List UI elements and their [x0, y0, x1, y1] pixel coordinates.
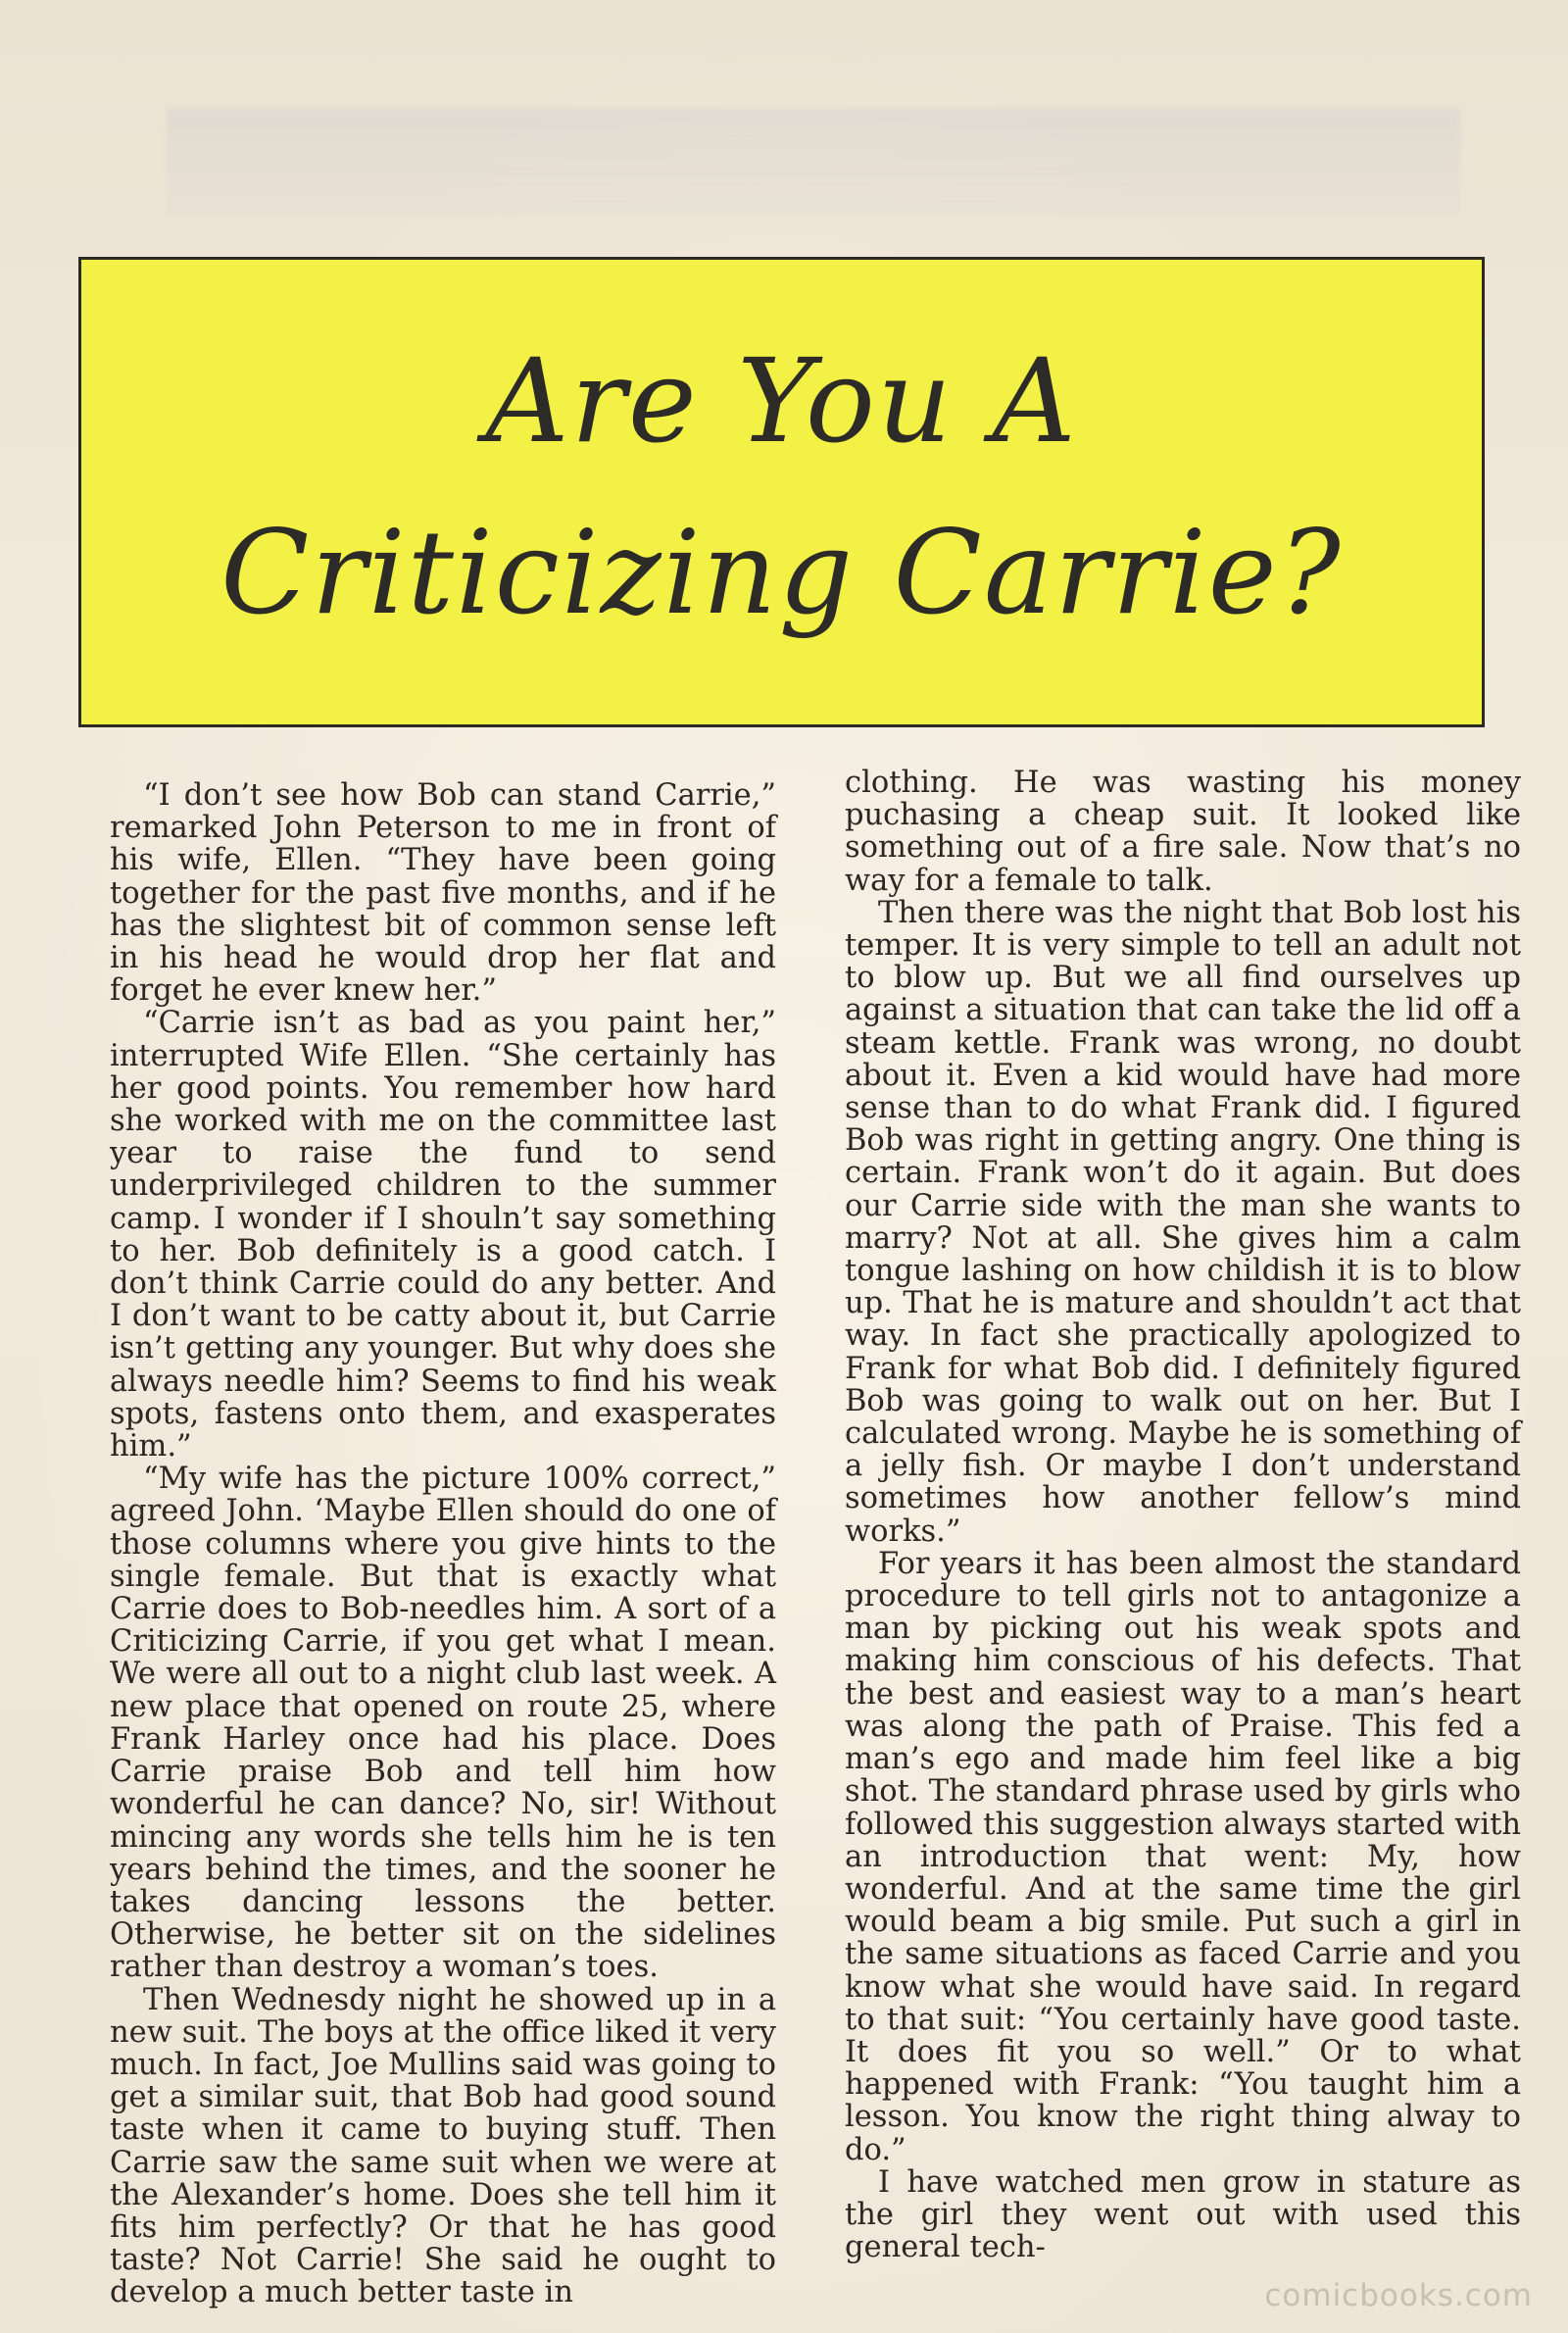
title-line-1: Are You A [485, 333, 1078, 469]
faded-bleedthrough [167, 108, 1460, 216]
paragraph: Then there was the night that Bob lost his temper. It is very simple to tell an adult not to blow up. But we all find ourselves up against a situation that can take the lid off a steam kettle. Frank was wrong, no doubt about it. Even a kid would have had more sense than to do what Frank did. I figured Bob was right in getting angry. One thing is certain. Frank won’t do it again. But does our Carrie side with the man she wants to marry? Not at all. She gives him a calm tongue lashing on how childish it is to blow up. That he is mature and shouldn’t act that way. In fact she practically apologized to Frank for what Bob did. I definitely figured Bob was going to walk out on her. But I calculated wrong. Maybe he is something of a jelly fish. Or maybe I don’t understand sometimes how another fellow’s mind works.” [845, 895, 1521, 1549]
paragraph: “I don’t see how Bob can stand Carrie,” remarked John Peterson to me in front of his wife, Ellen. “They have been going together for the past five months, and if he has the slightest bit of common sense left in his head he would drop her flat and forget he ever knew her.” [110, 778, 776, 1009]
paragraph: I have watched men grow in stature as the girl they went out with used this general tech- [845, 2164, 1521, 2265]
paragraph: clothing. He was wasting his money puchasing a cheap suit. It looked like something out of a fire sale. Now that’s no way for a female to talk. [845, 766, 1521, 898]
title-line-2: Criticizing Carrie? [220, 505, 1343, 640]
right-column [845, 767, 1521, 2263]
paragraph: Then Wednesdy night he showed up in a new suit. The boys at the office liked it very much. In fact, Joe Mullins said was going to get a similar suit, that Bob had good sound taste when it came to buying stuff. Then Carrie saw the same suit when we were at the Alexander’s home. Does she tell him it fits him perfectly? Or that he has good taste? Not Carrie! She said he ought to develop a much better taste in [110, 1982, 776, 2310]
paragraph: “Carrie isn’t as bad as you paint her,” interrupted Wife Ellen. “She certainly has her good points. You remember how hard she worked with me on the committee last year to raise the fund to send underprivileged children to the summer camp. I wonder if I shouln’t say something to her. Bob definitely is a good catch. I don’t think Carrie could do any better. And I don’t want to be catty about it, but Carrie isn’t getting any younger. But why does she always needle him? Seems to find his weak spots, fastens onto them, and exasperates him.” [110, 1006, 776, 1464]
paragraph: For years it has been almost the standard procedure to tell girls not to antagonize a man by picking out his weak spots and making him conscious of his defects. That the best and easiest way to a man’s heart was along the path of Praise. This fed a man’s ego and made him feel like a big shot. The standard phrase used by girls who followed this suggestion always started with an introduction that went: My, how wonderful. And at the same time the girl would beam a big smile. Put such a girl in the same situations as faced Carrie and you know what she would have said. In regard to that suit: “You certainly have good taste. It does fit you so well.” Or to what happened with Frank: “You taught him a lesson. You know the right thing alway to do.” [845, 1546, 1521, 2167]
watermark: comicbooks.com [1264, 2278, 1533, 2313]
title-box [78, 257, 1485, 727]
paragraph: “My wife has the picture 100% correct,” agreed John. ‘Maybe Ellen should do one of those columns where you give hints to the single female. But that is exactly what Carrie does to Bob-needles him. A sort of a Criticizing Carrie, if you get what I mean. We were all out to a night club last week. A new place that opened on route 25, where Frank Harley once had his place. Does Carrie praise Bob and tell him how wonderful he can dance? No, sir! Without mincing any words she tells him he is ten years behind the times, and the sooner he takes dancing lessons the better. Otherwise, he better sit on the sidelines rather than destroy a woman’s toes. [110, 1462, 776, 1985]
left-column [110, 779, 776, 2309]
